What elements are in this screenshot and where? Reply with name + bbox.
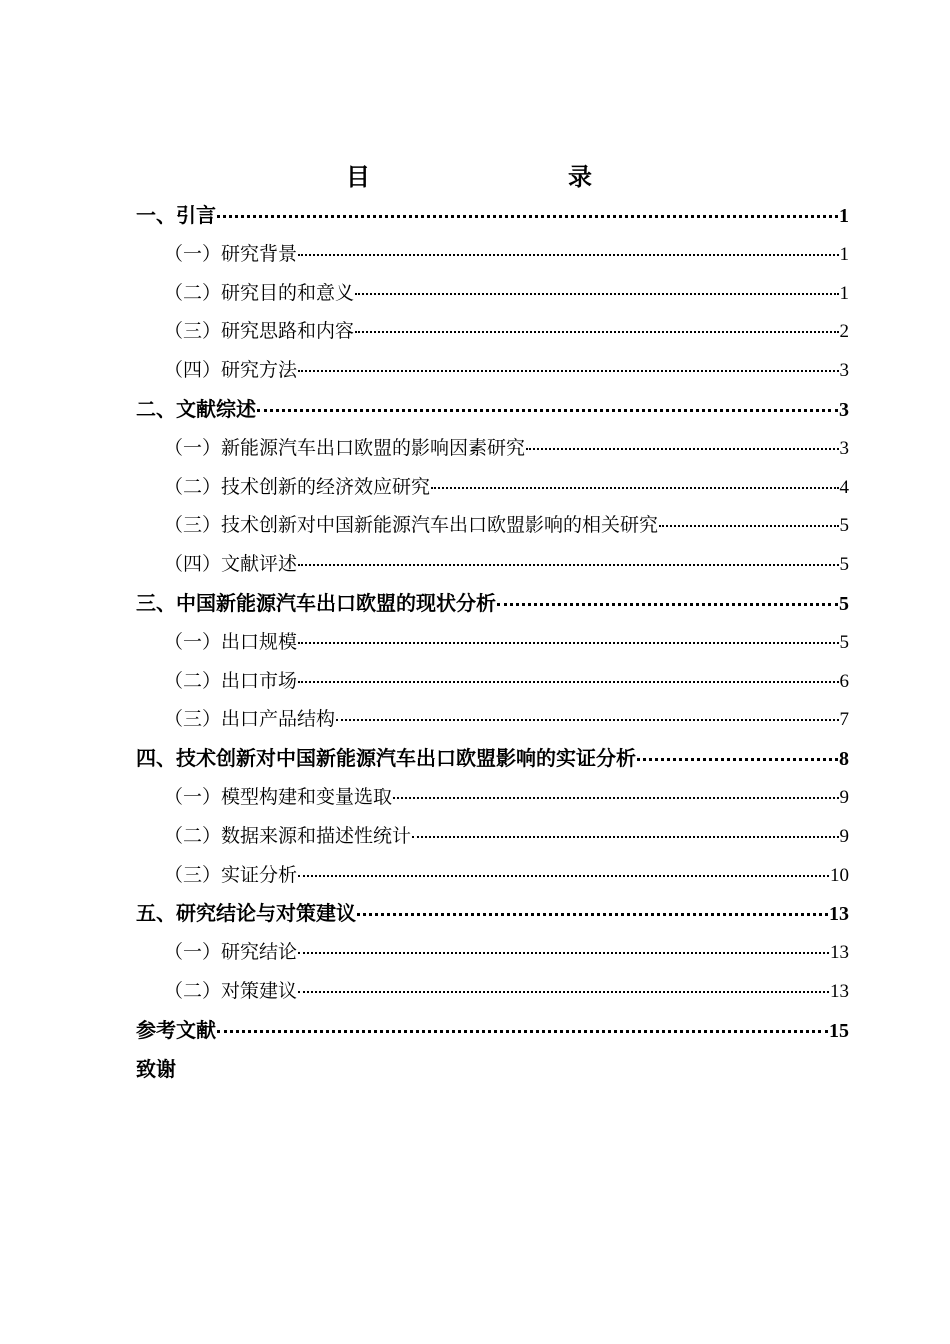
toc-entry-page: 9 [839,786,849,808]
toc-dot-leader [659,524,838,527]
toc-entry[interactable] [136,623,849,662]
toc-entry-page: 5 [839,554,849,576]
toc-entry[interactable] [136,506,849,545]
toc-entry-label: （三）技术创新对中国新能源汽车出口欧盟影响的相关研究 [164,514,659,537]
toc-entry[interactable] [136,1050,849,1089]
toc-entry-label: （四）研究方法 [164,359,298,382]
toc-entry[interactable] [136,351,849,390]
toc-dot-leader [355,330,838,333]
toc-entry[interactable] [136,739,849,778]
toc-entry-page: 8 [839,748,849,771]
toc-entry-label: （三）实证分析 [164,863,298,886]
toc-entry[interactable] [136,584,849,623]
toc-title: 目 录 [346,163,642,191]
toc-dot-leader [355,292,838,295]
toc-entry-label: （四）文献评述 [164,553,298,576]
toc-dot-leader [217,1029,828,1033]
toc-entry-page: 5 [839,515,849,537]
toc-dot-leader [298,563,838,566]
toc-entry-label: （三）研究思路和内容 [164,320,355,343]
toc-entry[interactable] [136,235,849,274]
table-of-contents [136,196,849,1088]
toc-entry[interactable] [136,390,849,429]
toc-entry-label: （二）出口市场 [164,669,298,692]
toc-entry-page: 13 [830,980,849,1002]
toc-entry-label: 一、引言 [136,203,216,227]
toc-entry-label: 二、文献综述 [136,396,256,421]
toc-entry[interactable] [136,933,849,972]
toc-dot-leader [298,641,838,644]
toc-entry-page: 5 [839,631,849,653]
toc-dot-leader [257,408,838,412]
toc-dot-leader [431,486,838,489]
toc-dot-leader [298,951,829,954]
toc-entry-label: 致谢 [136,1056,176,1081]
toc-entry-page: 7 [839,709,849,731]
toc-entry-page: 3 [839,398,849,421]
toc-entry-page: 1 [839,243,849,265]
toc-entry[interactable] [136,856,849,895]
toc-dot-leader [497,602,838,606]
toc-dot-leader [336,718,838,721]
toc-dot-leader [298,680,838,683]
toc-entry-page: 13 [829,903,849,926]
toc-entry-label: （一）模型构建和变量选取 [164,785,393,808]
toc-dot-leader [412,835,838,838]
toc-dot-leader [526,447,838,450]
toc-entry[interactable] [136,468,849,507]
toc-entry[interactable] [136,972,849,1011]
toc-entry[interactable] [136,778,849,817]
toc-entry[interactable] [136,894,849,933]
toc-entry-page: 15 [829,1019,849,1042]
toc-entry[interactable] [136,817,849,856]
toc-entry-label: （三）出口产品结构 [164,708,336,731]
toc-dot-leader [393,796,838,799]
toc-entry-page: 1 [839,282,849,304]
toc-entry[interactable] [136,274,849,313]
toc-entry-label: 五、研究结论与对策建议 [136,901,356,926]
toc-dot-leader [298,874,829,877]
toc-dot-leader [357,912,828,916]
toc-dot-leader [217,214,838,218]
toc-entry-label: （一）新能源汽车出口欧盟的影响因素研究 [164,436,526,459]
toc-entry-label: （二）数据来源和描述性统计 [164,824,412,847]
toc-entry[interactable] [136,196,849,235]
toc-entry[interactable] [136,429,849,468]
toc-entry-page: 6 [839,670,849,692]
toc-dot-leader [637,757,838,761]
toc-entry-label: 参考文献 [136,1017,216,1042]
toc-entry-label: （二）技术创新的经济效应研究 [164,475,431,498]
toc-entry-page: 1 [839,205,849,227]
toc-entry[interactable] [136,545,849,584]
toc-entry-page: 5 [839,592,849,615]
toc-entry-page: 13 [830,942,849,964]
toc-entry[interactable] [136,1011,849,1050]
toc-dot-leader [298,990,829,993]
toc-entry-page: 3 [839,437,849,459]
toc-entry-label: （一）出口规模 [164,630,298,653]
toc-entry-page: 4 [839,476,849,498]
toc-entry-page: 2 [839,321,849,343]
toc-entry[interactable] [136,312,849,351]
toc-entry-label: （二）对策建议 [164,979,298,1002]
toc-entry-page: 10 [830,864,849,886]
toc-entry-label: （二）研究目的和意义 [164,281,355,304]
toc-dot-leader [298,253,838,256]
toc-entry-label: （一）研究背景 [164,242,298,265]
toc-entry-label: 三、中国新能源汽车出口欧盟的现状分析 [136,590,496,615]
toc-entry-page: 9 [839,825,849,847]
toc-dot-leader [298,369,838,372]
toc-entry-page: 3 [839,360,849,382]
toc-entry[interactable] [136,662,849,701]
toc-entry[interactable] [136,700,849,739]
toc-entry-label: 四、技术创新对中国新能源汽车出口欧盟影响的实证分析 [136,746,636,771]
toc-entry-label: （一）研究结论 [164,941,298,964]
